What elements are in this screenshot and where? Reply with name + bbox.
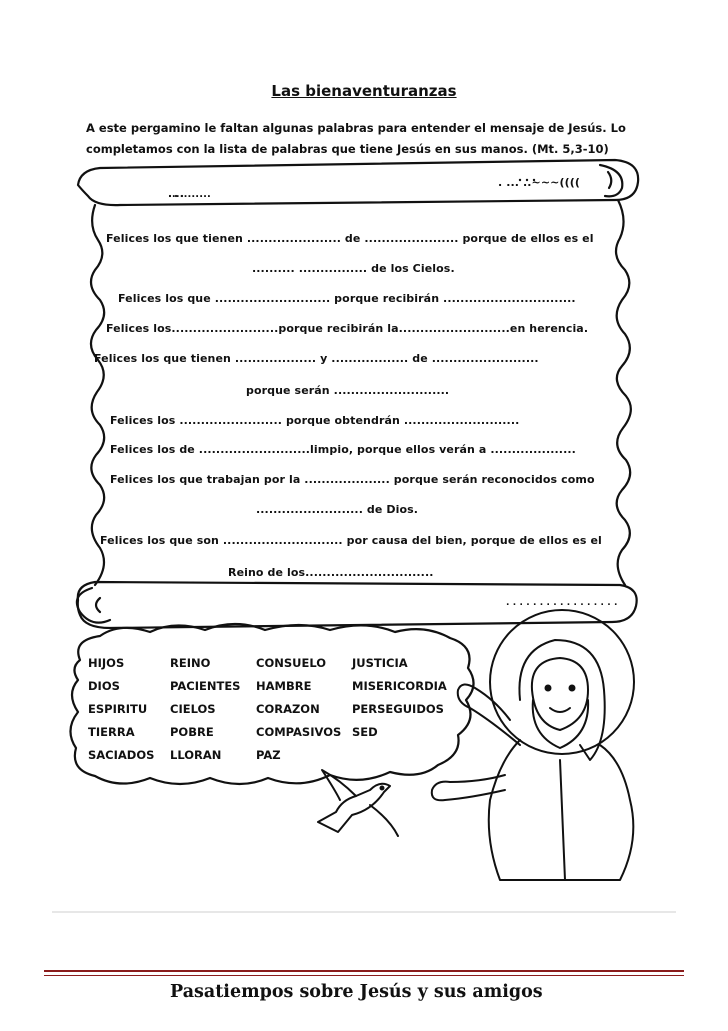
word-bank-item: POBRE	[170, 725, 214, 739]
word-bank-item: SACIADOS	[88, 748, 155, 762]
word-bank-item: DIOS	[88, 679, 120, 693]
beatitude-line: Felices los que son ............................ por causa del bien, porque de ellos es el	[100, 534, 602, 547]
halo	[490, 610, 634, 754]
word-bank-item: SED	[352, 725, 378, 739]
beatitude-line: Reino de los..............................	[228, 566, 434, 579]
word-bank-item: PACIENTES	[170, 679, 241, 693]
word-bank-item: CIELOS	[170, 702, 216, 716]
beatitude-line: Felices los ........................ porque obtendrán ...........................	[110, 414, 520, 427]
word-bank-item: COMPASIVOS	[256, 725, 342, 739]
footer-rule-thick	[44, 970, 684, 972]
worksheet-title: Las bienaventuranzas	[271, 82, 457, 100]
word-bank-item: HIJOS	[88, 656, 125, 670]
right-arm	[458, 684, 520, 745]
face	[532, 658, 588, 730]
footer-text: Pasatiempos sobre Jesús y sus amigos	[170, 982, 543, 1002]
word-bank-item: PAZ	[256, 748, 281, 762]
word-bank-item: PERSEGUIDOS	[352, 702, 444, 716]
beard	[533, 700, 588, 748]
scroll-top-left-dots: ...........	[168, 189, 211, 200]
jesus-figure	[432, 610, 634, 880]
word-bank-item: MISERICORDIA	[352, 679, 447, 693]
beatitude-line: porque serán ...........................	[246, 384, 450, 397]
beatitude-line: Felices los que ........................... porque recibirán ...............................	[118, 292, 576, 305]
beatitude-line: Felices los que trabajan por la .................... porque serán reconocidos como	[110, 473, 595, 486]
beatitude-line: Felices los.........................porque recibirán la..........................en herencia.	[106, 322, 589, 335]
scroll-bottom-right-dots: . . . . . . . . . . . . . . . . .	[506, 598, 618, 608]
scroll-top-right-dots: . ... ..~~~((((	[498, 176, 580, 189]
beatitude-line: Felices los de ..........................limpio, porque ellos verán a ....................	[110, 443, 576, 456]
beatitude-line: .......... ................ de los Cielos.	[252, 262, 455, 275]
beatitude-line: Felices los que tienen ................... y .................. de .........................	[94, 352, 539, 365]
word-bank-item: LLORAN	[170, 748, 222, 762]
word-bank-item: JUSTICIA	[352, 656, 408, 670]
word-bank-item: CONSUELO	[256, 656, 327, 670]
beatitude-line: ......................... de Dios.	[256, 503, 419, 516]
beatitude-line: Felices los que tienen ...................... de ...................... porque de ellos es el	[106, 232, 594, 245]
scroll-right-edge	[616, 200, 631, 585]
scroll-left-edge	[91, 205, 104, 585]
word-bank-item: REINO	[170, 656, 211, 670]
word-bank-item: ESPIRITU	[88, 702, 148, 716]
intro-line-2: completamos con la lista de palabras que tiene Jesús en sus manos. (Mt. 5,3-10)	[86, 142, 609, 156]
word-bank-item: TIERRA	[88, 725, 135, 739]
intro-line-1: A este pergamino le faltan algunas palabras para entender el mensaje de Jesús. Lo	[86, 121, 626, 135]
footer-rule-thin	[44, 975, 684, 976]
word-bank-item: CORAZON	[256, 702, 320, 716]
word-bank-item: HAMBRE	[256, 679, 312, 693]
